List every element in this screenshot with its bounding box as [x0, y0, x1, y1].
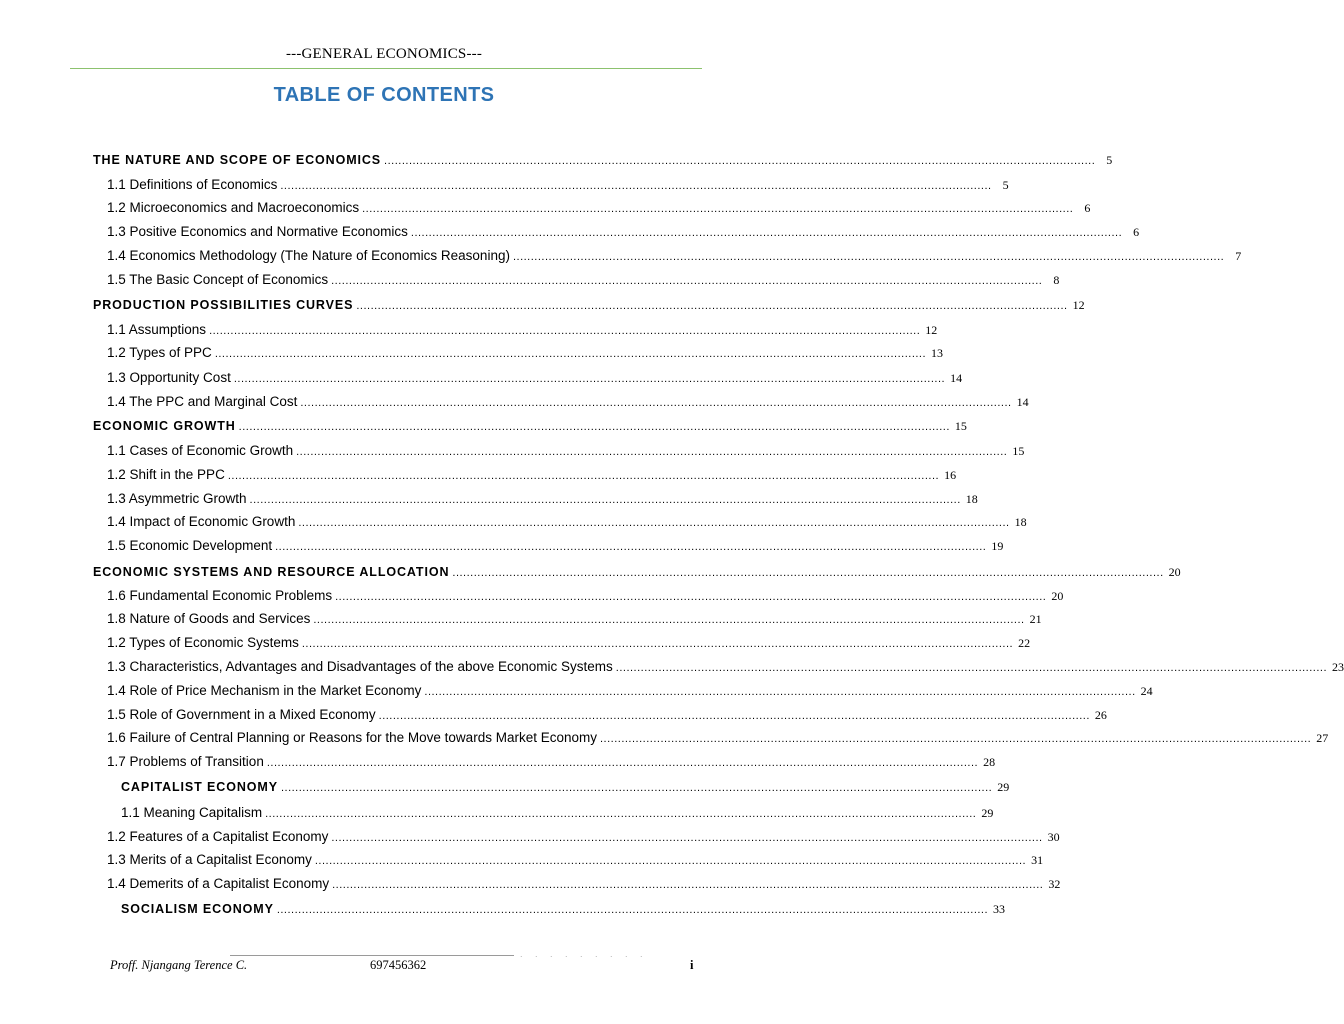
toc-section-entry[interactable] — [107, 827, 1060, 847]
toc-entry-label: THE NATURE AND SCOPE OF ECONOMICS — [93, 153, 382, 167]
toc-page-number: 15 — [954, 419, 967, 433]
toc-page-number: 18 — [965, 492, 978, 506]
toc-entry-label: 1.1 Definitions of Economics — [107, 177, 278, 192]
toc-page-number: 19 — [991, 539, 1004, 553]
toc-section-entry[interactable] — [107, 752, 996, 772]
toc-page-number: 23 — [1332, 660, 1344, 674]
toc-page-number: 8 — [1053, 273, 1060, 287]
footer-author: Proff. Njangang Terence C. — [110, 958, 248, 972]
toc-leader-dots: ........................................................................................................................................................................................................ — [378, 710, 1090, 722]
toc-entry-label: 1.1 Cases of Economic Growth — [107, 443, 294, 458]
toc-entry-label: 1.4 The PPC and Marginal Cost — [107, 394, 298, 409]
toc-page-number: 5 — [1106, 153, 1113, 167]
toc-section-entry[interactable] — [107, 368, 963, 388]
toc-leader-dots: ........................................................................................................................................................................................................ — [331, 832, 1043, 844]
toc-section-entry[interactable] — [107, 343, 944, 363]
toc-section-entry[interactable] — [107, 441, 1025, 461]
toc-entry-label: 1.2 Types of Economic Systems — [107, 635, 299, 650]
toc-page-number: 29 — [997, 780, 1010, 794]
toc-leader-dots: ........................................................................................................................................................................................................ — [512, 251, 1225, 263]
toc-section-entry[interactable] — [107, 536, 1004, 556]
toc-entry-label: 1.4 Role of Price Mechanism in the Market Economy — [107, 683, 422, 698]
toc-entry-label: 1.2 Microeconomics and Macroeconomics — [107, 200, 360, 215]
toc-entry-label: ECONOMIC GROWTH — [93, 419, 236, 433]
toc-section-entry[interactable] — [107, 657, 1344, 677]
toc-leader-dots: ........................................................................................................................................................................................................ — [275, 541, 987, 553]
toc-entry-label: 1.3 Merits of a Capitalist Economy — [107, 852, 312, 867]
toc-section-entry[interactable] — [107, 175, 1009, 195]
toc-entry-label: 1.8 Nature of Goods and Services — [107, 611, 311, 626]
toc-page-number: 31 — [1031, 853, 1044, 867]
toc-page-number: 27 — [1316, 731, 1329, 745]
toc-section-entry[interactable] — [107, 465, 957, 485]
toc-page-number: 7 — [1235, 249, 1242, 263]
toc-entry-label: 1.5 The Basic Concept of Economics — [107, 272, 329, 287]
toc-leader-dots: ........................................................................................................................................................................................................ — [296, 446, 1008, 458]
toc-section-entry[interactable] — [107, 850, 1044, 870]
toc-page-number: 32 — [1048, 877, 1061, 891]
toc-section-entry[interactable] — [107, 705, 1107, 725]
running-header: ---GENERAL ECONOMICS--- — [285, 46, 483, 62]
toc-entry-label: SOCIALISM ECONOMY — [121, 902, 274, 916]
toc-page-number: 12 — [1072, 298, 1085, 312]
toc-page-number: 12 — [925, 323, 938, 337]
toc-leader-dots: ........................................................................................................................................................................................................ — [214, 348, 927, 360]
toc-leader-dots: ........................................................................................................................................................................................................ — [424, 686, 1136, 698]
toc-section-entry[interactable] — [107, 222, 1140, 242]
footer-phone: 697456362 — [370, 958, 427, 972]
toc-leader-dots: ........................................................................................................................................................................................................ — [356, 300, 1068, 312]
toc-page-number: 29 — [981, 806, 994, 820]
toc-page-number: 20 — [1168, 565, 1181, 579]
toc-entry-label: 1.2 Features of a Capitalist Economy — [107, 829, 329, 844]
toc-leader-dots: ........................................................................................................................................................................................................ — [452, 567, 1164, 579]
toc-page-number: 18 — [1014, 515, 1027, 529]
toc-entry-label: 1.4 Impact of Economic Growth — [107, 514, 296, 529]
toc-section-entry[interactable] — [107, 198, 1091, 218]
toc-page-number: 16 — [944, 468, 957, 482]
toc-page-number: 28 — [983, 755, 996, 769]
header-divider — [70, 68, 702, 69]
toc-entry-label: PRODUCTION POSSIBILITIES CURVES — [93, 298, 354, 312]
toc-page-number: 14 — [950, 371, 963, 385]
toc-section-entry[interactable] — [107, 392, 1029, 412]
toc-section-entry[interactable] — [107, 609, 1042, 629]
toc-leader-dots: ........................................................................................................................................................................................................ — [249, 494, 961, 506]
toc-leader-dots: ........................................................................................................................................................................................................ — [615, 662, 1328, 674]
toc-entry-label: 1.4 Economics Methodology (The Nature of Economics Reasoning) — [107, 248, 510, 263]
toc-chapter-entry[interactable] — [93, 562, 1181, 582]
toc-entry-label: 1.1 Assumptions — [107, 322, 207, 337]
toc-entry-label: CAPITALIST ECONOMY — [121, 780, 278, 794]
toc-section-entry[interactable] — [107, 586, 1064, 606]
toc-entry-label: 1.5 Economic Development — [107, 538, 273, 553]
toc-section-entry[interactable] — [107, 512, 1027, 532]
toc-leader-dots: ........................................................................................................................................................................................................ — [227, 470, 940, 482]
toc-chapter-entry[interactable] — [93, 295, 1085, 315]
toc-leader-dots: ........................................................................................................................................................................................................ — [238, 421, 950, 433]
toc-page-number: 24 — [1140, 684, 1153, 698]
toc-leader-dots: ........................................................................................................................................................................................................ — [280, 180, 992, 192]
toc-entry-label: 1.6 Fundamental Economic Problems — [107, 588, 333, 603]
toc-entry-label: 1.6 Failure of Central Planning or Reasons for the Move towards Market Economy — [107, 730, 597, 745]
toc-entry-label: 1.3 Opportunity Cost — [107, 370, 231, 385]
toc-entry-label: 1.2 Types of PPC — [107, 345, 212, 360]
toc-leader-dots: ........................................................................................................................................................................................................ — [298, 517, 1010, 529]
toc-page-number: 15 — [1012, 444, 1025, 458]
toc-entry-label: 1.4 Demerits of a Capitalist Economy — [107, 876, 330, 891]
toc-chapter-entry[interactable] — [121, 899, 1006, 919]
footer-dotted-rule: . . . . . . . . . — [520, 949, 648, 959]
toc-section-entry[interactable] — [107, 320, 938, 340]
toc-entry-label: 1.1 Meaning Capitalism — [121, 805, 263, 820]
footer-page-number: i — [690, 958, 694, 972]
toc-entry-label: 1.7 Problems of Transition — [107, 754, 264, 769]
toc-page-number: 30 — [1047, 830, 1060, 844]
toc-section-entry[interactable] — [107, 633, 1031, 653]
toc-page-number: 26 — [1094, 708, 1107, 722]
toc-section-entry[interactable] — [107, 681, 1153, 701]
toc-leader-dots: ........................................................................................................................................................................................................ — [265, 808, 977, 820]
toc-leader-dots: ........................................................................................................................................................................................................ — [209, 325, 921, 337]
toc-leader-dots: ........................................................................................................................................................................................................ — [313, 614, 1025, 626]
toc-page-number: 6 — [1084, 201, 1091, 215]
toc-page-number: 14 — [1016, 395, 1029, 409]
footer-divider — [230, 955, 514, 956]
toc-leader-dots: ........................................................................................................................................................................................................ — [276, 904, 989, 916]
toc-entry-label: 1.3 Positive Economics and Normative Economics — [107, 224, 408, 239]
toc-chapter-entry[interactable] — [93, 416, 967, 436]
toc-leader-dots: ........................................................................................................................................................................................................ — [335, 591, 1047, 603]
toc-entry-label: 1.5 Role of Government in a Mixed Economy — [107, 707, 376, 722]
toc-page-number: 33 — [993, 902, 1006, 916]
toc-entry-label: 1.3 Characteristics, Advantages and Disadvantages of the above Economic Systems — [107, 659, 613, 674]
toc-leader-dots: ........................................................................................................................................................................................................ — [300, 397, 1012, 409]
toc-leader-dots: ........................................................................................................................................................................................................ — [266, 757, 979, 769]
toc-section-entry[interactable] — [107, 270, 1060, 290]
toc-page-number: 5 — [1002, 178, 1009, 192]
toc-page-number: 6 — [1133, 225, 1140, 239]
toc-page-number: 20 — [1051, 589, 1064, 603]
toc-entry-label: ECONOMIC SYSTEMS AND RESOURCE ALLOCATION — [93, 565, 450, 579]
toc-title: TABLE OF CONTENTS — [273, 84, 495, 106]
toc-chapter-entry[interactable] — [121, 777, 1010, 797]
toc-section-entry[interactable] — [107, 246, 1242, 266]
toc-leader-dots: ........................................................................................................................................................................................................ — [280, 782, 993, 794]
toc-leader-dots: ........................................................................................................................................................................................................ — [331, 275, 1043, 287]
toc-leader-dots: ........................................................................................................................................................................................................ — [301, 638, 1014, 650]
toc-section-entry[interactable] — [121, 803, 994, 823]
toc-section-entry[interactable] — [107, 489, 978, 509]
toc-section-entry[interactable] — [107, 874, 1061, 894]
toc-page-number: 21 — [1029, 612, 1042, 626]
toc-page-number: 22 — [1018, 636, 1031, 650]
toc-chapter-entry[interactable] — [93, 150, 1113, 170]
toc-leader-dots: ........................................................................................................................................................................................................ — [332, 879, 1044, 891]
toc-leader-dots: ........................................................................................................................................................................................................ — [410, 227, 1123, 239]
toc-leader-dots: ........................................................................................................................................................................................................ — [233, 373, 946, 385]
toc-leader-dots: ........................................................................................................................................................................................................ — [384, 155, 1096, 167]
toc-entry-label: 1.3 Asymmetric Growth — [107, 491, 247, 506]
toc-entry-label: 1.2 Shift in the PPC — [107, 467, 225, 482]
toc-leader-dots: ........................................................................................................................................................................................................ — [599, 733, 1312, 745]
toc-section-entry[interactable] — [107, 728, 1329, 748]
toc-leader-dots: ........................................................................................................................................................................................................ — [314, 855, 1027, 867]
toc-page-number: 13 — [931, 346, 944, 360]
toc-leader-dots: ........................................................................................................................................................................................................ — [362, 203, 1074, 215]
